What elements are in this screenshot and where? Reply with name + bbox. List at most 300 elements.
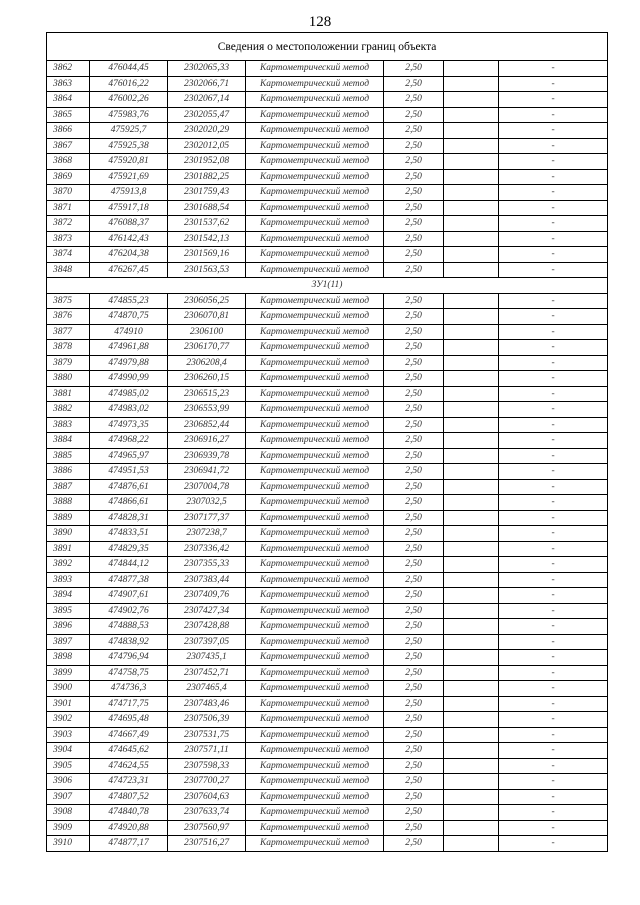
empty-cell bbox=[444, 200, 499, 216]
method-cell: Картометрический метод bbox=[246, 805, 384, 821]
boundary-coordinates-table bbox=[46, 32, 608, 852]
method-cell: Картометрический метод bbox=[246, 355, 384, 371]
table-row bbox=[47, 588, 608, 604]
description-cell: - bbox=[499, 820, 608, 836]
x-coordinate-cell: 474829,35 bbox=[90, 541, 168, 557]
empty-cell bbox=[444, 758, 499, 774]
table-row bbox=[47, 712, 608, 728]
accuracy-cell: 2,50 bbox=[384, 572, 444, 588]
method-cell: Картометрический метод bbox=[246, 402, 384, 418]
empty-cell bbox=[444, 371, 499, 387]
empty-cell bbox=[444, 619, 499, 635]
y-coordinate-cell: 2307506,39 bbox=[168, 712, 246, 728]
description-cell: - bbox=[499, 231, 608, 247]
description-cell: - bbox=[499, 712, 608, 728]
table-row bbox=[47, 541, 608, 557]
accuracy-cell: 2,50 bbox=[384, 603, 444, 619]
x-coordinate-cell: 474961,88 bbox=[90, 340, 168, 356]
point-number-cell: 3887 bbox=[47, 479, 90, 495]
empty-cell bbox=[444, 262, 499, 278]
y-coordinate-cell: 2302012,05 bbox=[168, 138, 246, 154]
empty-cell bbox=[444, 665, 499, 681]
table-row bbox=[47, 61, 608, 77]
point-number-cell: 3865 bbox=[47, 107, 90, 123]
table-row bbox=[47, 743, 608, 759]
method-cell: Картометрический метод bbox=[246, 479, 384, 495]
method-cell: Картометрический метод bbox=[246, 820, 384, 836]
method-cell: Картометрический метод bbox=[246, 107, 384, 123]
x-coordinate-cell: 474645,62 bbox=[90, 743, 168, 759]
y-coordinate-cell: 2306939,78 bbox=[168, 448, 246, 464]
description-cell: - bbox=[499, 696, 608, 712]
table-row bbox=[47, 138, 608, 154]
y-coordinate-cell: 2306100 bbox=[168, 324, 246, 340]
x-coordinate-cell: 476088,37 bbox=[90, 216, 168, 232]
description-cell: - bbox=[499, 92, 608, 108]
method-cell: Картометрический метод bbox=[246, 231, 384, 247]
empty-cell bbox=[444, 526, 499, 542]
description-cell: - bbox=[499, 758, 608, 774]
accuracy-cell: 2,50 bbox=[384, 805, 444, 821]
description-cell: - bbox=[499, 650, 608, 666]
table-row bbox=[47, 340, 608, 356]
method-cell: Картометрический метод bbox=[246, 200, 384, 216]
table-row bbox=[47, 836, 608, 852]
empty-cell bbox=[444, 743, 499, 759]
y-coordinate-cell: 2306260,15 bbox=[168, 371, 246, 387]
empty-cell bbox=[444, 138, 499, 154]
accuracy-cell: 2,50 bbox=[384, 696, 444, 712]
point-number-cell: 3896 bbox=[47, 619, 90, 635]
x-coordinate-cell: 474985,02 bbox=[90, 386, 168, 402]
empty-cell bbox=[444, 107, 499, 123]
method-cell: Картометрический метод bbox=[246, 681, 384, 697]
x-coordinate-cell: 474844,12 bbox=[90, 557, 168, 573]
y-coordinate-cell: 2307427,34 bbox=[168, 603, 246, 619]
empty-cell bbox=[444, 123, 499, 139]
point-number-cell: 3870 bbox=[47, 185, 90, 201]
x-coordinate-cell: 474866,61 bbox=[90, 495, 168, 511]
accuracy-cell: 2,50 bbox=[384, 619, 444, 635]
accuracy-cell: 2,50 bbox=[384, 386, 444, 402]
table-row bbox=[47, 92, 608, 108]
description-cell: - bbox=[499, 464, 608, 480]
table-row bbox=[47, 634, 608, 650]
y-coordinate-cell: 2301537,62 bbox=[168, 216, 246, 232]
y-coordinate-cell: 2301569,16 bbox=[168, 247, 246, 263]
y-coordinate-cell: 2302055,47 bbox=[168, 107, 246, 123]
point-number-cell: 3910 bbox=[47, 836, 90, 852]
description-cell: - bbox=[499, 417, 608, 433]
accuracy-cell: 2,50 bbox=[384, 541, 444, 557]
accuracy-cell: 2,50 bbox=[384, 309, 444, 325]
method-cell: Картометрический метод bbox=[246, 510, 384, 526]
y-coordinate-cell: 2306515,23 bbox=[168, 386, 246, 402]
accuracy-cell: 2,50 bbox=[384, 355, 444, 371]
accuracy-cell: 2,50 bbox=[384, 185, 444, 201]
accuracy-cell: 2,50 bbox=[384, 107, 444, 123]
method-cell: Картометрический метод bbox=[246, 61, 384, 77]
table-body bbox=[47, 33, 608, 852]
method-cell: Картометрический метод bbox=[246, 216, 384, 232]
description-cell: - bbox=[499, 340, 608, 356]
point-number-cell: 3907 bbox=[47, 789, 90, 805]
point-number-cell: 3903 bbox=[47, 727, 90, 743]
table-row bbox=[47, 355, 608, 371]
accuracy-cell: 2,50 bbox=[384, 154, 444, 170]
accuracy-cell: 2,50 bbox=[384, 402, 444, 418]
method-cell: Картометрический метод bbox=[246, 247, 384, 263]
table-row bbox=[47, 309, 608, 325]
table-row bbox=[47, 681, 608, 697]
point-number-cell: 3876 bbox=[47, 309, 90, 325]
x-coordinate-cell: 474840,78 bbox=[90, 805, 168, 821]
description-cell: - bbox=[499, 433, 608, 449]
description-cell: - bbox=[499, 355, 608, 371]
table-row bbox=[47, 758, 608, 774]
table-row bbox=[47, 727, 608, 743]
x-coordinate-cell: 475983,76 bbox=[90, 107, 168, 123]
x-coordinate-cell: 475917,18 bbox=[90, 200, 168, 216]
empty-cell bbox=[444, 634, 499, 650]
method-cell: Картометрический метод bbox=[246, 448, 384, 464]
method-cell: Картометрический метод bbox=[246, 185, 384, 201]
accuracy-cell: 2,50 bbox=[384, 820, 444, 836]
accuracy-cell: 2,50 bbox=[384, 92, 444, 108]
table-row bbox=[47, 526, 608, 542]
point-number-cell: 3898 bbox=[47, 650, 90, 666]
y-coordinate-cell: 2301882,25 bbox=[168, 169, 246, 185]
description-cell: - bbox=[499, 743, 608, 759]
accuracy-cell: 2,50 bbox=[384, 371, 444, 387]
accuracy-cell: 2,50 bbox=[384, 262, 444, 278]
y-coordinate-cell: 2307452,71 bbox=[168, 665, 246, 681]
accuracy-cell: 2,50 bbox=[384, 324, 444, 340]
description-cell: - bbox=[499, 216, 608, 232]
table-row bbox=[47, 262, 608, 278]
description-cell: - bbox=[499, 588, 608, 604]
x-coordinate-cell: 474910 bbox=[90, 324, 168, 340]
y-coordinate-cell: 2306170,77 bbox=[168, 340, 246, 356]
empty-cell bbox=[444, 231, 499, 247]
y-coordinate-cell: 2301952,08 bbox=[168, 154, 246, 170]
y-coordinate-cell: 2307516,27 bbox=[168, 836, 246, 852]
empty-cell bbox=[444, 61, 499, 77]
table-row bbox=[47, 123, 608, 139]
x-coordinate-cell: 474983,02 bbox=[90, 402, 168, 418]
y-coordinate-cell: 2301563,53 bbox=[168, 262, 246, 278]
point-number-cell: 3908 bbox=[47, 805, 90, 821]
empty-cell bbox=[444, 386, 499, 402]
table-row bbox=[47, 324, 608, 340]
method-cell: Картометрический метод bbox=[246, 495, 384, 511]
point-number-cell: 3886 bbox=[47, 464, 90, 480]
point-number-cell: 3871 bbox=[47, 200, 90, 216]
y-coordinate-cell: 2306916,27 bbox=[168, 433, 246, 449]
description-cell: - bbox=[499, 634, 608, 650]
empty-cell bbox=[444, 448, 499, 464]
y-coordinate-cell: 2306056,25 bbox=[168, 293, 246, 309]
method-cell: Картометрический метод bbox=[246, 634, 384, 650]
x-coordinate-cell: 476044,45 bbox=[90, 61, 168, 77]
point-number-cell: 3879 bbox=[47, 355, 90, 371]
section-row bbox=[47, 278, 608, 294]
empty-cell bbox=[444, 572, 499, 588]
accuracy-cell: 2,50 bbox=[384, 743, 444, 759]
method-cell: Картометрический метод bbox=[246, 92, 384, 108]
method-cell: Картометрический метод bbox=[246, 324, 384, 340]
method-cell: Картометрический метод bbox=[246, 541, 384, 557]
method-cell: Картометрический метод bbox=[246, 262, 384, 278]
description-cell: - bbox=[499, 247, 608, 263]
point-number-cell: 3868 bbox=[47, 154, 90, 170]
table-row bbox=[47, 448, 608, 464]
empty-cell bbox=[444, 433, 499, 449]
y-coordinate-cell: 2306070,81 bbox=[168, 309, 246, 325]
accuracy-cell: 2,50 bbox=[384, 495, 444, 511]
table-row bbox=[47, 216, 608, 232]
x-coordinate-cell: 475925,38 bbox=[90, 138, 168, 154]
accuracy-cell: 2,50 bbox=[384, 510, 444, 526]
table-row bbox=[47, 247, 608, 263]
point-number-cell: 3897 bbox=[47, 634, 90, 650]
y-coordinate-cell: 2307531,75 bbox=[168, 727, 246, 743]
method-cell: Картометрический метод bbox=[246, 309, 384, 325]
point-number-cell: 3873 bbox=[47, 231, 90, 247]
y-coordinate-cell: 2302020,29 bbox=[168, 123, 246, 139]
table-row bbox=[47, 557, 608, 573]
description-cell: - bbox=[499, 402, 608, 418]
accuracy-cell: 2,50 bbox=[384, 836, 444, 852]
accuracy-cell: 2,50 bbox=[384, 712, 444, 728]
y-coordinate-cell: 2307435,1 bbox=[168, 650, 246, 666]
table-row bbox=[47, 417, 608, 433]
x-coordinate-cell: 476002,26 bbox=[90, 92, 168, 108]
method-cell: Картометрический метод bbox=[246, 650, 384, 666]
method-cell: Картометрический метод bbox=[246, 154, 384, 170]
empty-cell bbox=[444, 820, 499, 836]
accuracy-cell: 2,50 bbox=[384, 681, 444, 697]
table-row bbox=[47, 665, 608, 681]
table-title-row bbox=[47, 33, 608, 61]
empty-cell bbox=[444, 185, 499, 201]
point-number-cell: 3904 bbox=[47, 743, 90, 759]
x-coordinate-cell: 474723,31 bbox=[90, 774, 168, 790]
empty-cell bbox=[444, 557, 499, 573]
description-cell: - bbox=[499, 324, 608, 340]
point-number-cell: 3909 bbox=[47, 820, 90, 836]
accuracy-cell: 2,50 bbox=[384, 76, 444, 92]
table-row bbox=[47, 464, 608, 480]
accuracy-cell: 2,50 bbox=[384, 789, 444, 805]
empty-cell bbox=[444, 417, 499, 433]
accuracy-cell: 2,50 bbox=[384, 758, 444, 774]
description-cell: - bbox=[499, 727, 608, 743]
table-row bbox=[47, 619, 608, 635]
method-cell: Картометрический метод bbox=[246, 758, 384, 774]
x-coordinate-cell: 474624,55 bbox=[90, 758, 168, 774]
point-number-cell: 3866 bbox=[47, 123, 90, 139]
y-coordinate-cell: 2307598,33 bbox=[168, 758, 246, 774]
description-cell: - bbox=[499, 107, 608, 123]
point-number-cell: 3889 bbox=[47, 510, 90, 526]
description-cell: - bbox=[499, 262, 608, 278]
accuracy-cell: 2,50 bbox=[384, 340, 444, 356]
x-coordinate-cell: 474979,88 bbox=[90, 355, 168, 371]
empty-cell bbox=[444, 355, 499, 371]
accuracy-cell: 2,50 bbox=[384, 479, 444, 495]
table-title: Сведения о местоположении границ объекта bbox=[47, 33, 608, 61]
point-number-cell: 3881 bbox=[47, 386, 90, 402]
empty-cell bbox=[444, 510, 499, 526]
x-coordinate-cell: 474968,22 bbox=[90, 433, 168, 449]
x-coordinate-cell: 474695,48 bbox=[90, 712, 168, 728]
table-row bbox=[47, 572, 608, 588]
x-coordinate-cell: 474736,3 bbox=[90, 681, 168, 697]
description-cell: - bbox=[499, 123, 608, 139]
method-cell: Картометрический метод bbox=[246, 712, 384, 728]
x-coordinate-cell: 474990,99 bbox=[90, 371, 168, 387]
empty-cell bbox=[444, 789, 499, 805]
x-coordinate-cell: 474907,61 bbox=[90, 588, 168, 604]
empty-cell bbox=[444, 650, 499, 666]
point-number-cell: 3872 bbox=[47, 216, 90, 232]
point-number-cell: 3877 bbox=[47, 324, 90, 340]
x-coordinate-cell: 474833,51 bbox=[90, 526, 168, 542]
description-cell: - bbox=[499, 510, 608, 526]
y-coordinate-cell: 2306941,72 bbox=[168, 464, 246, 480]
method-cell: Картометрический метод bbox=[246, 557, 384, 573]
method-cell: Картометрический метод bbox=[246, 743, 384, 759]
y-coordinate-cell: 2307465,4 bbox=[168, 681, 246, 697]
x-coordinate-cell: 474828,31 bbox=[90, 510, 168, 526]
table-row bbox=[47, 371, 608, 387]
accuracy-cell: 2,50 bbox=[384, 138, 444, 154]
x-coordinate-cell: 474855,23 bbox=[90, 293, 168, 309]
empty-cell bbox=[444, 76, 499, 92]
point-number-cell: 3848 bbox=[47, 262, 90, 278]
x-coordinate-cell: 474796,94 bbox=[90, 650, 168, 666]
point-number-cell: 3900 bbox=[47, 681, 90, 697]
empty-cell bbox=[444, 154, 499, 170]
point-number-cell: 3902 bbox=[47, 712, 90, 728]
y-coordinate-cell: 2307397,05 bbox=[168, 634, 246, 650]
description-cell: - bbox=[499, 371, 608, 387]
empty-cell bbox=[444, 479, 499, 495]
table-row bbox=[47, 479, 608, 495]
accuracy-cell: 2,50 bbox=[384, 417, 444, 433]
empty-cell bbox=[444, 836, 499, 852]
x-coordinate-cell: 474877,38 bbox=[90, 572, 168, 588]
accuracy-cell: 2,50 bbox=[384, 526, 444, 542]
description-cell: - bbox=[499, 495, 608, 511]
y-coordinate-cell: 2301542,13 bbox=[168, 231, 246, 247]
point-number-cell: 3863 bbox=[47, 76, 90, 92]
x-coordinate-cell: 475921,69 bbox=[90, 169, 168, 185]
description-cell: - bbox=[499, 448, 608, 464]
x-coordinate-cell: 474888,53 bbox=[90, 619, 168, 635]
point-number-cell: 3895 bbox=[47, 603, 90, 619]
y-coordinate-cell: 2307238,7 bbox=[168, 526, 246, 542]
table-row bbox=[47, 603, 608, 619]
x-coordinate-cell: 474717,75 bbox=[90, 696, 168, 712]
description-cell: - bbox=[499, 200, 608, 216]
empty-cell bbox=[444, 216, 499, 232]
x-coordinate-cell: 475913,8 bbox=[90, 185, 168, 201]
table-row bbox=[47, 386, 608, 402]
y-coordinate-cell: 2307633,74 bbox=[168, 805, 246, 821]
description-cell: - bbox=[499, 681, 608, 697]
point-number-cell: 3893 bbox=[47, 572, 90, 588]
x-coordinate-cell: 475920,81 bbox=[90, 154, 168, 170]
accuracy-cell: 2,50 bbox=[384, 727, 444, 743]
accuracy-cell: 2,50 bbox=[384, 464, 444, 480]
table-row bbox=[47, 107, 608, 123]
description-cell: - bbox=[499, 836, 608, 852]
description-cell: - bbox=[499, 309, 608, 325]
empty-cell bbox=[444, 712, 499, 728]
description-cell: - bbox=[499, 526, 608, 542]
accuracy-cell: 2,50 bbox=[384, 61, 444, 77]
accuracy-cell: 2,50 bbox=[384, 247, 444, 263]
empty-cell bbox=[444, 169, 499, 185]
y-coordinate-cell: 2307700,27 bbox=[168, 774, 246, 790]
x-coordinate-cell: 474876,61 bbox=[90, 479, 168, 495]
accuracy-cell: 2,50 bbox=[384, 293, 444, 309]
x-coordinate-cell: 475925,7 bbox=[90, 123, 168, 139]
point-number-cell: 3878 bbox=[47, 340, 90, 356]
section-label: ЗУ1(11) bbox=[47, 278, 608, 294]
x-coordinate-cell: 474877,17 bbox=[90, 836, 168, 852]
description-cell: - bbox=[499, 805, 608, 821]
x-coordinate-cell: 476142,43 bbox=[90, 231, 168, 247]
point-number-cell: 3884 bbox=[47, 433, 90, 449]
description-cell: - bbox=[499, 557, 608, 573]
x-coordinate-cell: 474667,49 bbox=[90, 727, 168, 743]
empty-cell bbox=[444, 92, 499, 108]
point-number-cell: 3862 bbox=[47, 61, 90, 77]
y-coordinate-cell: 2307336,42 bbox=[168, 541, 246, 557]
point-number-cell: 3867 bbox=[47, 138, 90, 154]
x-coordinate-cell: 476204,38 bbox=[90, 247, 168, 263]
point-number-cell: 3901 bbox=[47, 696, 90, 712]
description-cell: - bbox=[499, 185, 608, 201]
x-coordinate-cell: 474965,97 bbox=[90, 448, 168, 464]
point-number-cell: 3869 bbox=[47, 169, 90, 185]
method-cell: Картометрический метод bbox=[246, 464, 384, 480]
y-coordinate-cell: 2302066,71 bbox=[168, 76, 246, 92]
description-cell: - bbox=[499, 154, 608, 170]
method-cell: Картометрический метод bbox=[246, 588, 384, 604]
table-row bbox=[47, 200, 608, 216]
empty-cell bbox=[444, 293, 499, 309]
method-cell: Картометрический метод bbox=[246, 340, 384, 356]
empty-cell bbox=[444, 805, 499, 821]
table-row bbox=[47, 805, 608, 821]
point-number-cell: 3892 bbox=[47, 557, 90, 573]
x-coordinate-cell: 474838,92 bbox=[90, 634, 168, 650]
y-coordinate-cell: 2301759,43 bbox=[168, 185, 246, 201]
method-cell: Картометрический метод bbox=[246, 572, 384, 588]
x-coordinate-cell: 474870,75 bbox=[90, 309, 168, 325]
description-cell: - bbox=[499, 665, 608, 681]
method-cell: Картометрический метод bbox=[246, 433, 384, 449]
table-row bbox=[47, 185, 608, 201]
y-coordinate-cell: 2301688,54 bbox=[168, 200, 246, 216]
table-row bbox=[47, 495, 608, 511]
table-row bbox=[47, 169, 608, 185]
y-coordinate-cell: 2307604,63 bbox=[168, 789, 246, 805]
